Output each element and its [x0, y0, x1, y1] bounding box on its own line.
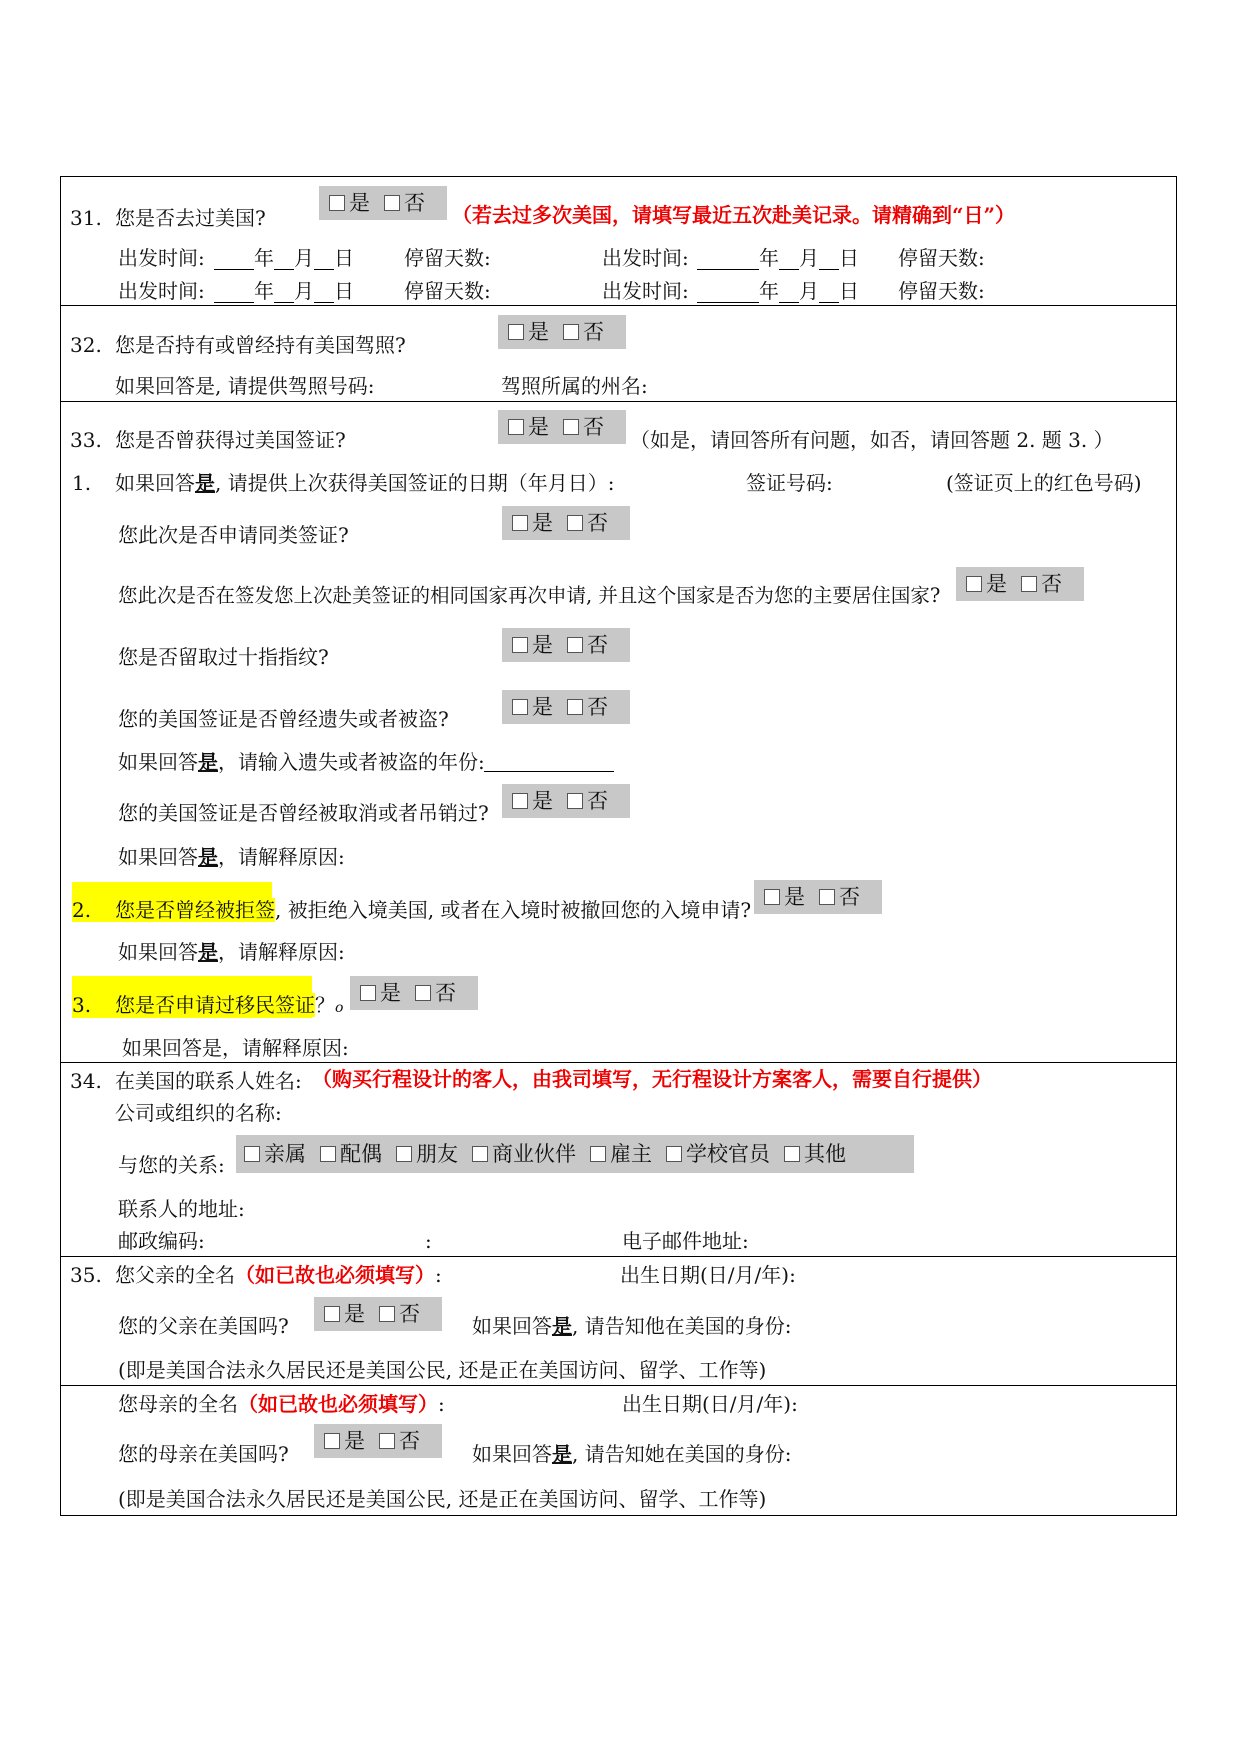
yes-checkbox[interactable] [512, 699, 528, 715]
no-label: 否 [399, 1429, 420, 1453]
yes-no-group [956, 567, 1084, 601]
yes-no-group [350, 976, 478, 1010]
no-label: 否 [587, 695, 608, 719]
no-checkbox[interactable] [567, 793, 583, 809]
sub-number: 2. [72, 898, 92, 922]
question-number: 32. [70, 333, 102, 357]
no-checkbox[interactable] [379, 1306, 395, 1322]
depart-label: 出发时间: [118, 279, 205, 303]
stay-days-label: 停留天数: [898, 279, 985, 303]
sub-number: 3. [72, 993, 92, 1017]
no-checkbox[interactable] [1021, 576, 1037, 592]
month-input[interactable] [274, 251, 294, 270]
yes-no-group [319, 186, 447, 220]
day-input[interactable] [819, 251, 839, 270]
relation-label: 学校官员 [686, 1142, 770, 1166]
yes-label: 是 [344, 1302, 365, 1326]
contact-address-label: 联系人的地址: [118, 1197, 245, 1221]
yes-checkbox[interactable] [324, 1306, 340, 1322]
no-checkbox[interactable] [415, 985, 431, 1001]
father-name-label: 您父亲的全名（如已故也必须填写）: [115, 1263, 442, 1287]
yes-label: 是 [528, 415, 549, 439]
date-fields: 年 月 日 [697, 279, 859, 303]
stay-days-label: 停留天数: [404, 246, 491, 270]
five-trips-note: （若去过多次美国，请填写最近五次赴美记录。请精确到“日”） [452, 203, 1016, 227]
no-checkbox[interactable] [567, 637, 583, 653]
explain-reason-label: 如果回答是，请解释原因: [118, 940, 345, 964]
year-input[interactable] [214, 251, 254, 270]
yes-checkbox[interactable] [329, 195, 345, 211]
no-checkbox[interactable] [563, 324, 579, 340]
no-label: 否 [583, 415, 604, 439]
question-number: 31. [70, 206, 102, 230]
depart-label: 出发时间: [118, 246, 205, 270]
no-label: 否 [587, 511, 608, 535]
question-visa-lost: 您的美国签证是否曾经遗失或者被盗? [118, 707, 449, 731]
row-divider [60, 401, 1177, 402]
father-in-us-label: 您的父亲在美国吗? [118, 1314, 289, 1338]
depart-label: 出发时间: [602, 279, 689, 303]
row-divider [60, 305, 1177, 306]
month-input[interactable] [274, 284, 294, 303]
relation-label: 雇主 [610, 1142, 652, 1166]
organization-label: 公司或组织的名称: [115, 1101, 282, 1125]
relative-checkbox[interactable] [244, 1146, 260, 1162]
license-state-label: 驾照所属的州名: [501, 374, 648, 398]
refused-highlight: 您是否曾经被拒签 [115, 898, 275, 922]
no-checkbox[interactable] [563, 419, 579, 435]
no-label: 否 [399, 1302, 420, 1326]
year-input[interactable] [697, 284, 759, 303]
date-fields: 年 月 日 [214, 279, 354, 303]
question-fingerprints: 您是否留取过十指指纹? [118, 645, 329, 669]
yes-label: 是 [532, 511, 553, 535]
last-visa-date-label: 如果回答是, 请提供上次获得美国签证的日期（年月日）: [115, 471, 615, 495]
yes-label: 是 [784, 885, 805, 909]
school-official-checkbox[interactable] [666, 1146, 682, 1162]
mother-in-us-label: 您的母亲在美国吗? [118, 1442, 289, 1466]
yes-checkbox[interactable] [764, 889, 780, 905]
day-input[interactable] [819, 284, 839, 303]
relationship-options [236, 1135, 914, 1173]
question-same-country: 您此次是否在签发您上次赴美签证的相同国家再次申请, 并且这个国家是否为您的主要居住国家? [118, 584, 941, 607]
question-immigrant-visa: 您是否申请过移民签证？o [115, 993, 344, 1017]
no-checkbox[interactable] [384, 195, 400, 211]
question-same-visa-type: 您此次是否申请同类签证? [118, 523, 349, 547]
phone-colon: : [425, 1229, 432, 1253]
relation-label: 其他 [804, 1142, 846, 1166]
lost-year-input[interactable] [484, 753, 614, 772]
no-label: 否 [839, 885, 860, 909]
year-input[interactable] [214, 284, 254, 303]
yes-no-group [314, 1424, 442, 1458]
business-partner-checkbox[interactable] [472, 1146, 488, 1162]
yes-label: 是 [532, 633, 553, 657]
year-input[interactable] [697, 251, 759, 270]
yes-checkbox[interactable] [966, 576, 982, 592]
yes-label: 是 [528, 320, 549, 344]
license-number-label: 如果回答是, 请提供驾照号码: [115, 374, 375, 398]
question-number: 34. [70, 1069, 102, 1093]
question-been-to-us: 您是否去过美国? [115, 206, 266, 230]
no-label: 否 [1041, 572, 1062, 596]
yes-no-group [502, 628, 630, 662]
table-border-left [60, 176, 61, 1516]
row-divider [60, 1385, 1177, 1386]
visa-number-note: (签证页上的红色号码) [946, 471, 1142, 495]
mother-dob-label: 出生日期(日/月/年): [622, 1392, 798, 1416]
yes-label: 是 [532, 789, 553, 813]
email-label: 电子邮件地址: [622, 1229, 749, 1253]
yes-no-group [498, 410, 626, 444]
yes-checkbox[interactable] [360, 985, 376, 1001]
question-visa-cancelled: 您的美国签证是否曾经被取消或者吊销过? [118, 801, 489, 825]
yes-checkbox[interactable] [508, 419, 524, 435]
yes-checkbox[interactable] [512, 637, 528, 653]
relationship-label: 与您的关系: [118, 1153, 225, 1177]
yes-checkbox[interactable] [512, 793, 528, 809]
stay-days-label: 停留天数: [404, 279, 491, 303]
sub-number: 1. [72, 471, 92, 495]
relation-label: 朋友 [416, 1142, 458, 1166]
yes-no-group [502, 784, 630, 818]
yes-label: 是 [349, 191, 370, 215]
table-border-bottom [60, 1515, 1177, 1516]
status-note: (即是美国合法永久居民还是美国公民, 还是正在美国访问、留学、工作等) [118, 1358, 767, 1382]
question-had-us-visa: 您是否曾获得过美国签证? [115, 428, 346, 452]
no-label: 否 [583, 320, 604, 344]
explain-reason-label: 如果回答是，请解释原因: [118, 845, 345, 869]
relation-label: 商业伙伴 [492, 1142, 576, 1166]
explain-reason-label: 如果回答是，请解释原因: [122, 1036, 349, 1060]
yes-no-group [754, 880, 882, 914]
month-input[interactable] [779, 284, 799, 303]
yes-label: 是 [344, 1429, 365, 1453]
yes-label: 是 [532, 695, 553, 719]
father-dob-label: 出生日期(日/月/年): [620, 1263, 796, 1287]
yes-checkbox[interactable] [512, 515, 528, 531]
relation-label: 亲属 [264, 1142, 306, 1166]
no-checkbox[interactable] [567, 515, 583, 531]
month-input[interactable] [779, 251, 799, 270]
depart-label: 出发时间: [602, 246, 689, 270]
table-border-top [60, 176, 1177, 177]
day-input[interactable] [314, 284, 334, 303]
question-number: 33. [70, 428, 102, 452]
yes-label: 是 [380, 981, 401, 1005]
visa-instruction-note: （如是，请回答所有问题，如否，请回答题 2. 题 3. ） [630, 428, 1114, 452]
other-checkbox[interactable] [784, 1146, 800, 1162]
yes-checkbox[interactable] [324, 1433, 340, 1449]
immigrant-highlight: 您是否申请过移民签证 [115, 993, 315, 1017]
relation-label: 配偶 [340, 1142, 382, 1166]
question-refused: 您是否曾经被拒签, 被拒绝入境美国, 或者在入境时被撤回您的入境申请? [115, 898, 752, 922]
no-label: 否 [587, 789, 608, 813]
employer-checkbox[interactable] [590, 1146, 606, 1162]
visa-number-label: 签证号码: [746, 471, 833, 495]
question-drivers-license: 您是否持有或曾经持有美国驾照? [115, 333, 406, 357]
yes-no-group [502, 690, 630, 724]
friend-checkbox[interactable] [396, 1146, 412, 1162]
no-checkbox[interactable] [379, 1433, 395, 1449]
mother-name-label: 您母亲的全名（如已故也必须填写）: [118, 1392, 445, 1416]
row-divider [60, 1256, 1177, 1257]
date-fields: 年 月 日 [214, 246, 354, 270]
contact-note: （购买行程设计的客人，由我司填写，无行程设计方案客人，需要自行提供） [312, 1067, 992, 1091]
no-checkbox[interactable] [819, 889, 835, 905]
yes-no-group [498, 315, 626, 349]
yes-checkbox[interactable] [508, 324, 524, 340]
mother-status-label: 如果回答是, 请告知她在美国的身份: [472, 1442, 792, 1466]
no-label: 否 [435, 981, 456, 1005]
contact-name-label: 在美国的联系人姓名: [115, 1069, 302, 1093]
lost-year-label: 如果回答是，请输入遗失或者被盗的年份: [118, 750, 485, 774]
no-label: 否 [404, 191, 425, 215]
yes-no-group [314, 1297, 442, 1331]
zip-label: 邮政编码: [118, 1229, 205, 1253]
stay-days-label: 停留天数: [898, 246, 985, 270]
table-border-right [1176, 176, 1177, 1516]
row-divider [60, 1062, 1177, 1063]
day-input[interactable] [314, 251, 334, 270]
yes-no-group [502, 506, 630, 540]
status-note: (即是美国合法永久居民还是美国公民, 还是正在美国访问、留学、工作等) [118, 1487, 767, 1511]
father-status-label: 如果回答是, 请告知他在美国的身份: [472, 1314, 792, 1338]
no-label: 否 [587, 633, 608, 657]
date-fields: 年 月 日 [697, 246, 859, 270]
spouse-checkbox[interactable] [320, 1146, 336, 1162]
question-number: 35. [70, 1263, 102, 1287]
yes-label: 是 [986, 572, 1007, 596]
no-checkbox[interactable] [567, 699, 583, 715]
